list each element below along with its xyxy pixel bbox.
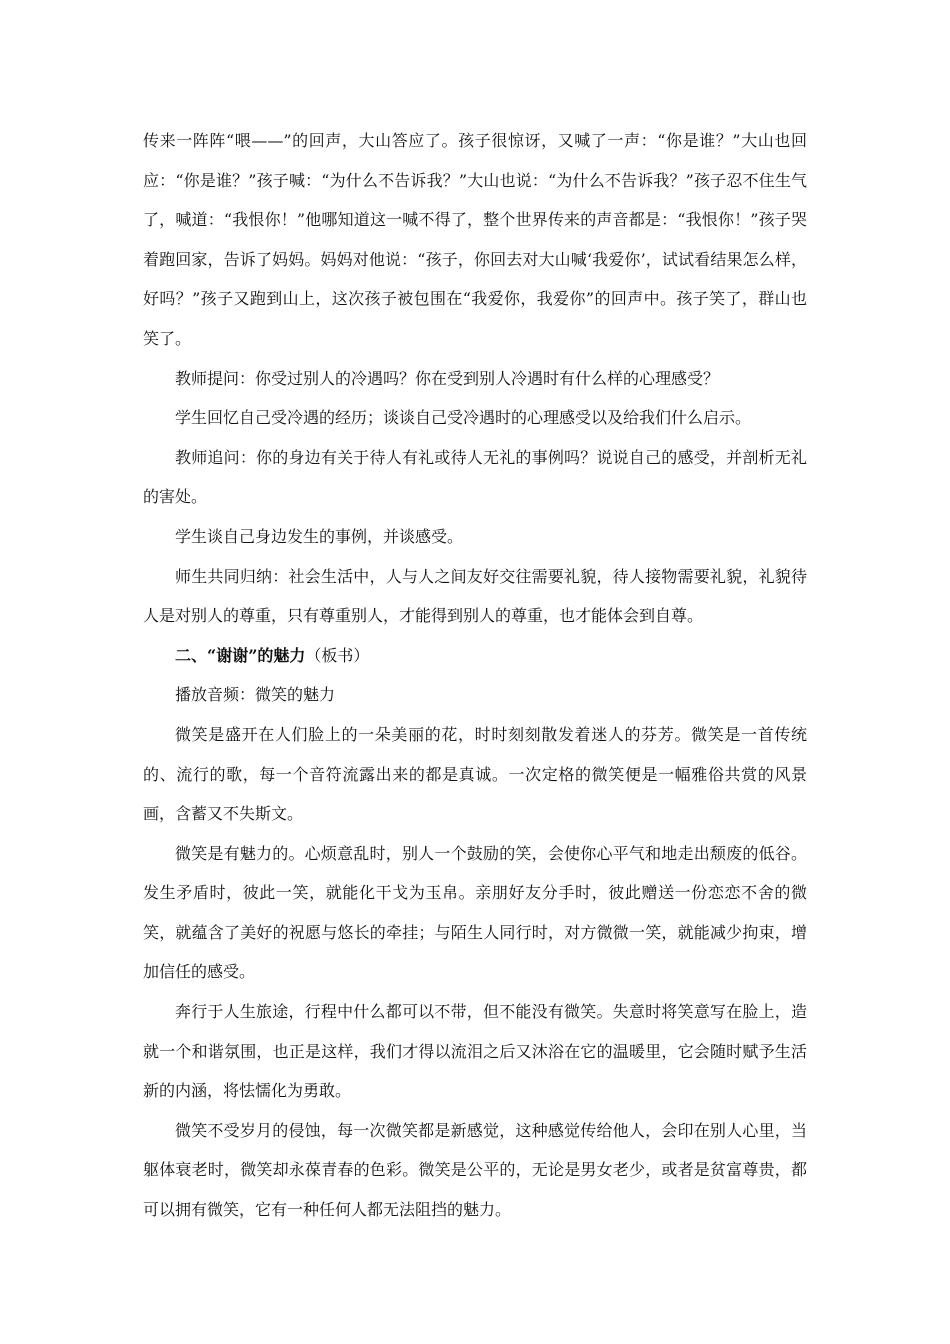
document-body — [143, 121, 807, 1230]
paragraph-student-recall: 学生回忆自己受冷遇的经历；谈谈自己受冷遇时的心理感受以及给我们什么启示。 — [175, 408, 752, 428]
paragraph-teacher-question: 教师提问：你受过别人的冷遇吗？你在受到别人冷遇时有什么样的心理感受？ — [175, 368, 720, 388]
section-heading — [143, 636, 807, 676]
paragraph-smile-journey: 奔行于人生旅途，行程中什么都可以不带，但不能没有微笑。失意时将笑意写在脸上，造就一个和谐氛围，也正是这样，我们才得以流泪之后又沐浴在它的温暖里，它会随时赋予生活新的内涵，将怯懦化为勇敢。 — [143, 1002, 807, 1101]
paragraph-echo-story: 传来一阵阵“喂——”的回声，大山答应了。孩子很惊讶，又喊了一声：“你是谁？”大山也回应：“你是谁？”孩子喊：“为什么不告诉我？”大山也说：“为什么不告诉我？”孩子忍不住生气了，喊道：“我恨你！”他哪知道这一喊不得了，整个世界传来的声音都是：“我恨你！”孩子哭着跑回家，告诉了妈妈。妈妈对他说：“孩子，你回去对大山喊‘我爱你’，试试看结果怎么样，好吗？”孩子又跑到山上，这次孩子被包围在“我爱你，我爱你”的回声中。孩子笑了，群山也笑了。 — [143, 131, 807, 348]
paragraph-summary: 师生共同归纳：社会生活中，人与人之间友好交往需要礼貌，待人接物需要礼貌，礼貌待人是对别人的尊重，只有尊重别人，才能得到别人的尊重，也才能体会到自尊。 — [143, 566, 807, 626]
paragraph-smile-charm: 微笑是有魅力的。心烦意乱时，别人一个鼓励的笑，会使你心平气和地走出颓废的低谷。发生矛盾时，彼此一笑，就能化干戈为玉帛。亲朋好友分手时，彼此赠送一份恋恋不舍的微笑，就蕴含了美好的祝愿与悠长的牵挂；与陌生人同行时，对方微微一笑，就能减少拘束，增加信任的感受。 — [143, 843, 807, 982]
section-heading-title: 二、“谢谢”的魅力 — [175, 645, 306, 665]
section-heading-suffix: （板书） — [305, 645, 370, 665]
paragraph-smile-flower: 微笑是盛开在人们脸上的一朵美丽的花，时时刻刻散发着迷人的芬芳。微笑是一首传统的、流行的歌，每一个音符流露出来的都是真诚。一次定格的微笑便是一幅雅俗共赏的风景画，含蓄又不失斯文。 — [143, 724, 807, 824]
paragraph-audio: 播放音频：微笑的魅力 — [175, 685, 336, 705]
paragraph-student-examples: 学生谈自己身边发生的事例，并谈感受。 — [175, 526, 464, 546]
paragraph-teacher-followup: 教师追问：你的身边有关于待人有礼或待人无礼的事例吗？说说自己的感受，并剖析无礼的害处。 — [143, 447, 807, 507]
paragraph-smile-youth: 微笑不受岁月的侵蚀，每一次微笑都是新感觉，这种感觉传给他人，会印在别人心里，当躯体衰老时，微笑却永葆青春的色彩。微笑是公平的，无论是男女老少，或者是贫富尊贵，都可以拥有微笑，它有一种任何人都无法阻挡的魅力。 — [143, 1120, 807, 1220]
